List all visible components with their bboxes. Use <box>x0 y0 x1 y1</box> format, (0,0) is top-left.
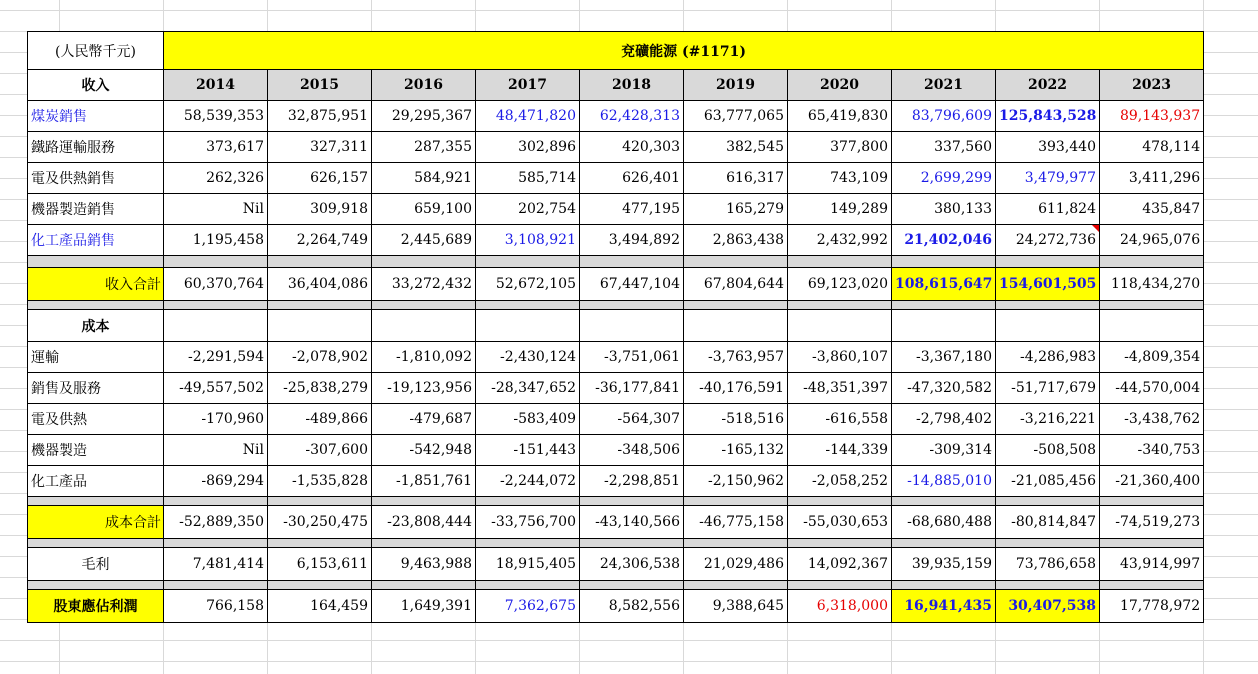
cell[interactable]: 24,306,538 <box>580 548 684 581</box>
cell[interactable]: -2,798,402 <box>892 404 996 435</box>
cell[interactable]: 18,915,405 <box>476 548 580 581</box>
cell[interactable]: 659,100 <box>372 194 476 225</box>
table-title[interactable]: 兗礦能源 (#1171) <box>164 32 1204 70</box>
cell[interactable]: 8,582,556 <box>580 590 684 623</box>
cell[interactable]: 2,699,299 <box>892 163 996 194</box>
cell[interactable]: 52,672,105 <box>476 268 580 301</box>
cost-section-header[interactable]: 成本 <box>28 310 164 342</box>
cell[interactable]: -616,558 <box>788 404 892 435</box>
cell[interactable]: -583,409 <box>476 404 580 435</box>
cell[interactable]: 287,355 <box>372 132 476 163</box>
cell[interactable]: 39,935,159 <box>892 548 996 581</box>
year-header[interactable]: 2015 <box>268 70 372 101</box>
year-header[interactable]: 2023 <box>1100 70 1204 101</box>
cell[interactable]: -1,851,761 <box>372 466 476 497</box>
table-row-chemical-cost <box>28 466 1204 497</box>
cell[interactable]: -3,216,221 <box>996 404 1100 435</box>
table-row-gross-profit <box>28 548 1204 581</box>
cell[interactable]: -489,866 <box>268 404 372 435</box>
row-label[interactable]: 電及供熱銷售 <box>28 163 164 194</box>
row-label[interactable]: 機器製造 <box>28 435 164 466</box>
cell[interactable]: 477,195 <box>580 194 684 225</box>
cell[interactable]: -49,557,502 <box>164 373 268 404</box>
cell[interactable]: -479,687 <box>372 404 476 435</box>
cell[interactable]: -564,307 <box>580 404 684 435</box>
cell[interactable]: -869,294 <box>164 466 268 497</box>
cell[interactable]: 63,777,065 <box>684 101 788 132</box>
cell[interactable]: -19,123,956 <box>372 373 476 404</box>
table-row-rail-transport <box>28 132 1204 163</box>
cell[interactable]: 108,615,647 <box>892 268 996 301</box>
cell[interactable]: 24,965,076 <box>1100 225 1204 256</box>
row-label[interactable]: 毛利 <box>28 548 164 581</box>
cell[interactable]: -542,948 <box>372 435 476 466</box>
cell[interactable]: -151,443 <box>476 435 580 466</box>
cell[interactable]: 89,143,937 <box>1100 101 1204 132</box>
year-header[interactable]: 2021 <box>892 70 996 101</box>
cell[interactable]: 420,303 <box>580 132 684 163</box>
row-label[interactable]: 電及供熱 <box>28 404 164 435</box>
cell[interactable]: -2,298,851 <box>580 466 684 497</box>
cell[interactable]: 3,494,892 <box>580 225 684 256</box>
row-label[interactable]: 銷售及服務 <box>28 373 164 404</box>
cell[interactable]: 16,941,435 <box>892 590 996 623</box>
cell[interactable]: -36,177,841 <box>580 373 684 404</box>
cell[interactable]: -48,351,397 <box>788 373 892 404</box>
year-header[interactable]: 2018 <box>580 70 684 101</box>
cell[interactable]: -307,600 <box>268 435 372 466</box>
cell[interactable]: 21,029,486 <box>684 548 788 581</box>
cell[interactable]: -2,078,902 <box>268 342 372 373</box>
table-row-machinery-sales <box>28 194 1204 225</box>
cell[interactable]: 478,114 <box>1100 132 1204 163</box>
cell[interactable]: 202,754 <box>476 194 580 225</box>
row-label[interactable]: 機器製造銷售 <box>28 194 164 225</box>
cell[interactable]: -46,775,158 <box>684 506 788 539</box>
income-section-header[interactable]: 收入 <box>28 70 164 101</box>
table-row-machinery-cost <box>28 435 1204 466</box>
row-label[interactable]: 煤炭銷售 <box>28 101 164 132</box>
cell[interactable]: 377,800 <box>788 132 892 163</box>
cell[interactable]: 380,133 <box>892 194 996 225</box>
cell[interactable]: -47,320,582 <box>892 373 996 404</box>
row-label[interactable]: 運輸 <box>28 342 164 373</box>
table-row-net-profit <box>28 590 1204 623</box>
cell[interactable]: -1,810,092 <box>372 342 476 373</box>
cell[interactable]: 83,796,609 <box>892 101 996 132</box>
cell[interactable]: 9,388,645 <box>684 590 788 623</box>
cell[interactable]: -144,339 <box>788 435 892 466</box>
cell[interactable]: 1,649,391 <box>372 590 476 623</box>
table-row-power-heat-sales <box>28 163 1204 194</box>
cell[interactable]: -2,244,072 <box>476 466 580 497</box>
cell[interactable]: -3,860,107 <box>788 342 892 373</box>
cell[interactable]: -74,519,273 <box>1100 506 1204 539</box>
table-row-cost-total <box>28 506 1204 539</box>
cell[interactable]: 262,326 <box>164 163 268 194</box>
cell[interactable]: 17,778,972 <box>1100 590 1204 623</box>
cell[interactable]: -3,438,762 <box>1100 404 1204 435</box>
cell[interactable]: 7,362,675 <box>476 590 580 623</box>
cell[interactable]: -508,508 <box>996 435 1100 466</box>
cell[interactable]: 585,714 <box>476 163 580 194</box>
cell[interactable]: 616,317 <box>684 163 788 194</box>
table-row-transport-cost <box>28 342 1204 373</box>
cell[interactable]: -68,680,488 <box>892 506 996 539</box>
cell[interactable]: 626,401 <box>580 163 684 194</box>
cell[interactable]: 65,419,830 <box>788 101 892 132</box>
cell[interactable]: -4,809,354 <box>1100 342 1204 373</box>
cell[interactable]: -4,286,983 <box>996 342 1100 373</box>
cell[interactable]: Nil <box>164 435 268 466</box>
cell[interactable]: 67,804,644 <box>684 268 788 301</box>
cell[interactable]: 435,847 <box>1100 194 1204 225</box>
cell[interactable]: 62,428,313 <box>580 101 684 132</box>
cell[interactable]: 302,896 <box>476 132 580 163</box>
year-header[interactable]: 2016 <box>372 70 476 101</box>
cell[interactable]: 33,272,432 <box>372 268 476 301</box>
cell[interactable]: 2,432,992 <box>788 225 892 256</box>
cell[interactable]: -21,085,456 <box>996 466 1100 497</box>
cell[interactable]: -518,516 <box>684 404 788 435</box>
cell[interactable]: -28,347,652 <box>476 373 580 404</box>
year-header[interactable]: 2019 <box>684 70 788 101</box>
cell[interactable]: -23,808,444 <box>372 506 476 539</box>
row-label[interactable]: 化工產品 <box>28 466 164 497</box>
separator-row <box>28 256 1204 268</box>
cell[interactable]: 3,479,977 <box>996 163 1100 194</box>
cell[interactable]: 6,153,611 <box>268 548 372 581</box>
cell[interactable]: Nil <box>164 194 268 225</box>
cell[interactable]: 43,914,997 <box>1100 548 1204 581</box>
cell[interactable]: 327,311 <box>268 132 372 163</box>
cell[interactable]: 3,108,921 <box>476 225 580 256</box>
cell[interactable]: -3,763,957 <box>684 342 788 373</box>
cell[interactable]: 6,318,000 <box>788 590 892 623</box>
cell[interactable]: 60,370,764 <box>164 268 268 301</box>
separator-row <box>28 539 1204 548</box>
row-label[interactable]: 收入合計 <box>28 268 164 301</box>
row-label[interactable]: 成本合計 <box>28 506 164 539</box>
financial-table <box>27 31 1204 623</box>
cell[interactable]: -3,367,180 <box>892 342 996 373</box>
cell[interactable]: 125,843,528 <box>996 101 1100 132</box>
cell[interactable]: 165,279 <box>684 194 788 225</box>
cell[interactable]: -348,506 <box>580 435 684 466</box>
cell[interactable]: 21,402,046 <box>892 225 996 256</box>
cell[interactable]: 309,918 <box>268 194 372 225</box>
separator-row <box>28 301 1204 310</box>
cell[interactable]: 32,875,951 <box>268 101 372 132</box>
cell[interactable]: 73,786,658 <box>996 548 1100 581</box>
cell[interactable]: 2,445,689 <box>372 225 476 256</box>
cell[interactable]: -55,030,653 <box>788 506 892 539</box>
table-row-income-total <box>28 268 1204 301</box>
cell[interactable]: -170,960 <box>164 404 268 435</box>
cell[interactable]: 611,824 <box>996 194 1100 225</box>
year-header[interactable]: 2014 <box>164 70 268 101</box>
cell[interactable]: -80,814,847 <box>996 506 1100 539</box>
cell[interactable]: 382,545 <box>684 132 788 163</box>
cell[interactable]: 154,601,505 <box>996 268 1100 301</box>
cell[interactable]: 393,440 <box>996 132 1100 163</box>
cell[interactable]: -25,838,279 <box>268 373 372 404</box>
year-header[interactable]: 2020 <box>788 70 892 101</box>
cell-with-comment[interactable]: 24,272,736 <box>996 225 1100 256</box>
cell[interactable]: -2,291,594 <box>164 342 268 373</box>
cell[interactable]: -309,314 <box>892 435 996 466</box>
table-row-cost-header <box>28 310 1204 342</box>
separator-row <box>28 581 1204 590</box>
cell[interactable]: 29,295,367 <box>372 101 476 132</box>
cell[interactable]: -2,430,124 <box>476 342 580 373</box>
table-row-chemical-sales <box>28 225 1204 256</box>
cell[interactable]: -40,176,591 <box>684 373 788 404</box>
cell[interactable]: 58,539,353 <box>164 101 268 132</box>
cell[interactable]: 48,471,820 <box>476 101 580 132</box>
cell[interactable]: 766,158 <box>164 590 268 623</box>
row-label[interactable]: 鐵路運輸服務 <box>28 132 164 163</box>
unit-label[interactable]: (人民幣千元) <box>28 32 164 70</box>
cell[interactable]: 149,289 <box>788 194 892 225</box>
cell[interactable]: -44,570,004 <box>1100 373 1204 404</box>
cell[interactable]: -33,756,700 <box>476 506 580 539</box>
cell[interactable]: 584,921 <box>372 163 476 194</box>
cell[interactable]: 164,459 <box>268 590 372 623</box>
cell[interactable]: 7,481,414 <box>164 548 268 581</box>
row-label[interactable]: 化工產品銷售 <box>28 225 164 256</box>
cell[interactable]: 9,463,988 <box>372 548 476 581</box>
cell[interactable]: -165,132 <box>684 435 788 466</box>
cell[interactable]: 2,863,438 <box>684 225 788 256</box>
cell[interactable]: 14,092,367 <box>788 548 892 581</box>
row-label[interactable]: 股東應佔利潤 <box>28 590 164 623</box>
cell[interactable]: -52,889,350 <box>164 506 268 539</box>
year-header[interactable]: 2022 <box>996 70 1100 101</box>
cell[interactable]: 1,195,458 <box>164 225 268 256</box>
cell[interactable]: 118,434,270 <box>1100 268 1204 301</box>
cell[interactable]: 743,109 <box>788 163 892 194</box>
cell[interactable]: 626,157 <box>268 163 372 194</box>
cell[interactable]: 67,447,104 <box>580 268 684 301</box>
table-row-power-heat-cost <box>28 404 1204 435</box>
cell[interactable]: -3,751,061 <box>580 342 684 373</box>
cell[interactable]: -43,140,566 <box>580 506 684 539</box>
year-header[interactable]: 2017 <box>476 70 580 101</box>
cell[interactable]: -2,058,252 <box>788 466 892 497</box>
cell[interactable]: -2,150,962 <box>684 466 788 497</box>
cell[interactable]: -21,360,400 <box>1100 466 1204 497</box>
cell[interactable]: 30,407,538 <box>996 590 1100 623</box>
cell[interactable]: 69,123,020 <box>788 268 892 301</box>
table-row-coal-sales <box>28 101 1204 132</box>
cell[interactable]: 36,404,086 <box>268 268 372 301</box>
cell[interactable]: 3,411,296 <box>1100 163 1204 194</box>
cell[interactable]: -51,717,679 <box>996 373 1100 404</box>
cell[interactable]: 373,617 <box>164 132 268 163</box>
cell[interactable]: -340,753 <box>1100 435 1204 466</box>
cell[interactable]: -14,885,010 <box>892 466 996 497</box>
table-row-sales-service-cost <box>28 373 1204 404</box>
separator-row <box>28 497 1204 506</box>
cell[interactable]: 337,560 <box>892 132 996 163</box>
cell[interactable]: 2,264,749 <box>268 225 372 256</box>
cell[interactable]: -30,250,475 <box>268 506 372 539</box>
cell[interactable]: -1,535,828 <box>268 466 372 497</box>
